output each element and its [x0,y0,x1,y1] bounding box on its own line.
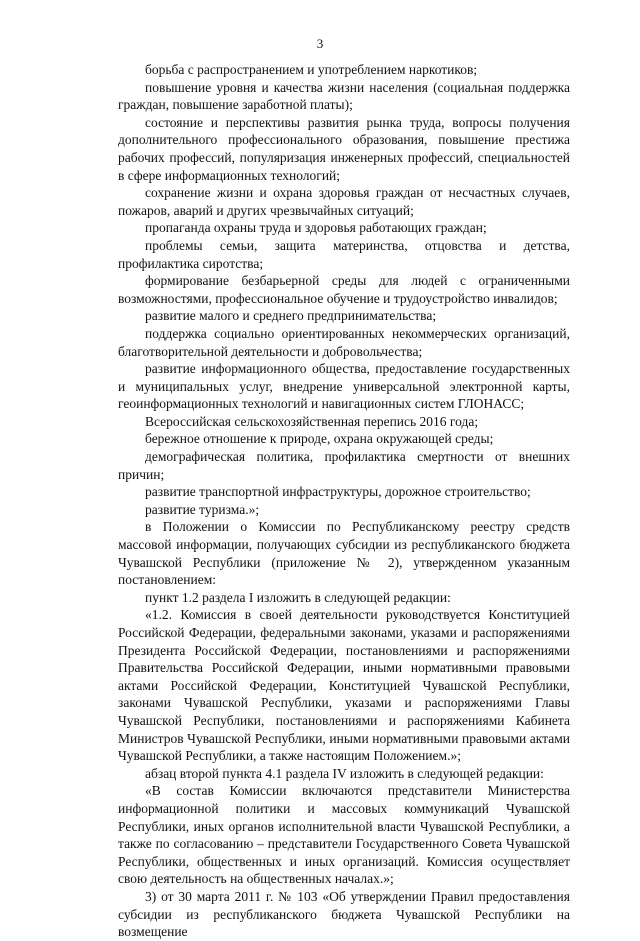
paragraph: развитие туризма.»; [145,501,260,517]
paragraph: развитие транспортной инфраструктуры, дорожное строительство; [145,484,531,500]
paragraph: сохранение жизни и охрана здоровья граждан от несчастных случаев, пожаров, аварий и других чрезвычайных ситуаций; [118,185,570,218]
paragraph: поддержка социально ориентированных некоммерческих организаций, благотворительной деятельности и добровольчества; [118,325,570,359]
document-body [118,61,570,941]
paragraph: в Положении о Комиссии по Республиканскому реестру средств массовой информации, получающих субсидии из республиканского бюджета Чувашской Республики (приложение № 2), утвержденном указанным постановлением: [118,519,570,588]
paragraph: борьба с распространением и употреблением наркотиков; [145,62,478,77]
paragraph: развитие информационного общества, предоставление государственных и муниципальных услуг, внедрение универсальной электронной карты, геоинформационных технологий и навигационных систем ГЛОНАСС; [118,361,570,412]
paragraph: проблемы семьи, защита материнства, отцовства и детства, профилактика сиротства; [118,237,570,271]
paragraph: Всероссийская сельскохозяйственная перепись 2016 года; [145,413,479,429]
paragraph: развитие малого и среднего предпринимательства; [145,308,437,324]
paragraph: пункт 1.2 раздела I изложить в следующей редакции: [145,589,451,605]
paragraph: состояние и перспективы развития рынка труда, вопросы получения дополнительного профессионального образования, повышение престижа рабочих профессий, популяризация инженерных профессий, специальностей в сфере информационных технологий; [118,114,570,183]
paragraph: абзац второй пункта 4.1 раздела IV изложить в следующей редакции: [145,765,544,781]
paragraph: пропаганда охраны труда и здоровья работающих граждан; [145,220,487,236]
page-number: 3 [316,36,324,51]
paragraph: бережное отношение к природе, охрана окружающей среды; [145,431,494,447]
paragraph: «В состав Комиссии включаются представители Министерства информационной политики и массовых коммуникаций Чувашской Республики, иных органов исполнительной власти Чувашской Республики, а также по согласованию – представители Государственного Совета Чувашской Республики, общественных и иных организаций. Комиссия осуществляет свою деятельность на общественных началах.»; [118,783,570,887]
paragraph: формирование безбарьерной среды для людей с ограниченными возможностями, профессиональное обучение и трудоустройство инвалидов; [118,273,570,306]
paragraph: демографическая политика, профилактика смертности от внешних причин; [118,449,570,482]
paragraph: «1.2. Комиссия в своей деятельности руководствуется Конституцией Российской Федерации, федеральными законами, указами и распоряжениями Президента Российской Федерации, постановлениями и распоряжениями Правительства Российской Федерации, иными нормативными правовыми актами Российской Федерации, Конституцией Чувашской Республики, законами Чувашской Республики, указами и распоряжениями Главы Чувашской Республики, постановлениями и распоряжениями Кабинета Министров Чувашской Республики, иными нормативными правовыми актами Чувашской Республики, а также настоящим Положением.»; [118,607,570,764]
paragraph: повышение уровня и качества жизни населения (социальная поддержка граждан, повышение заработной платы); [118,79,570,113]
paragraph: 3) от 30 марта 2011 г. № 103 «Об утверждении Правил предоставления субсидии из республиканского бюджета Чувашской Республики на возмещение [118,888,570,940]
